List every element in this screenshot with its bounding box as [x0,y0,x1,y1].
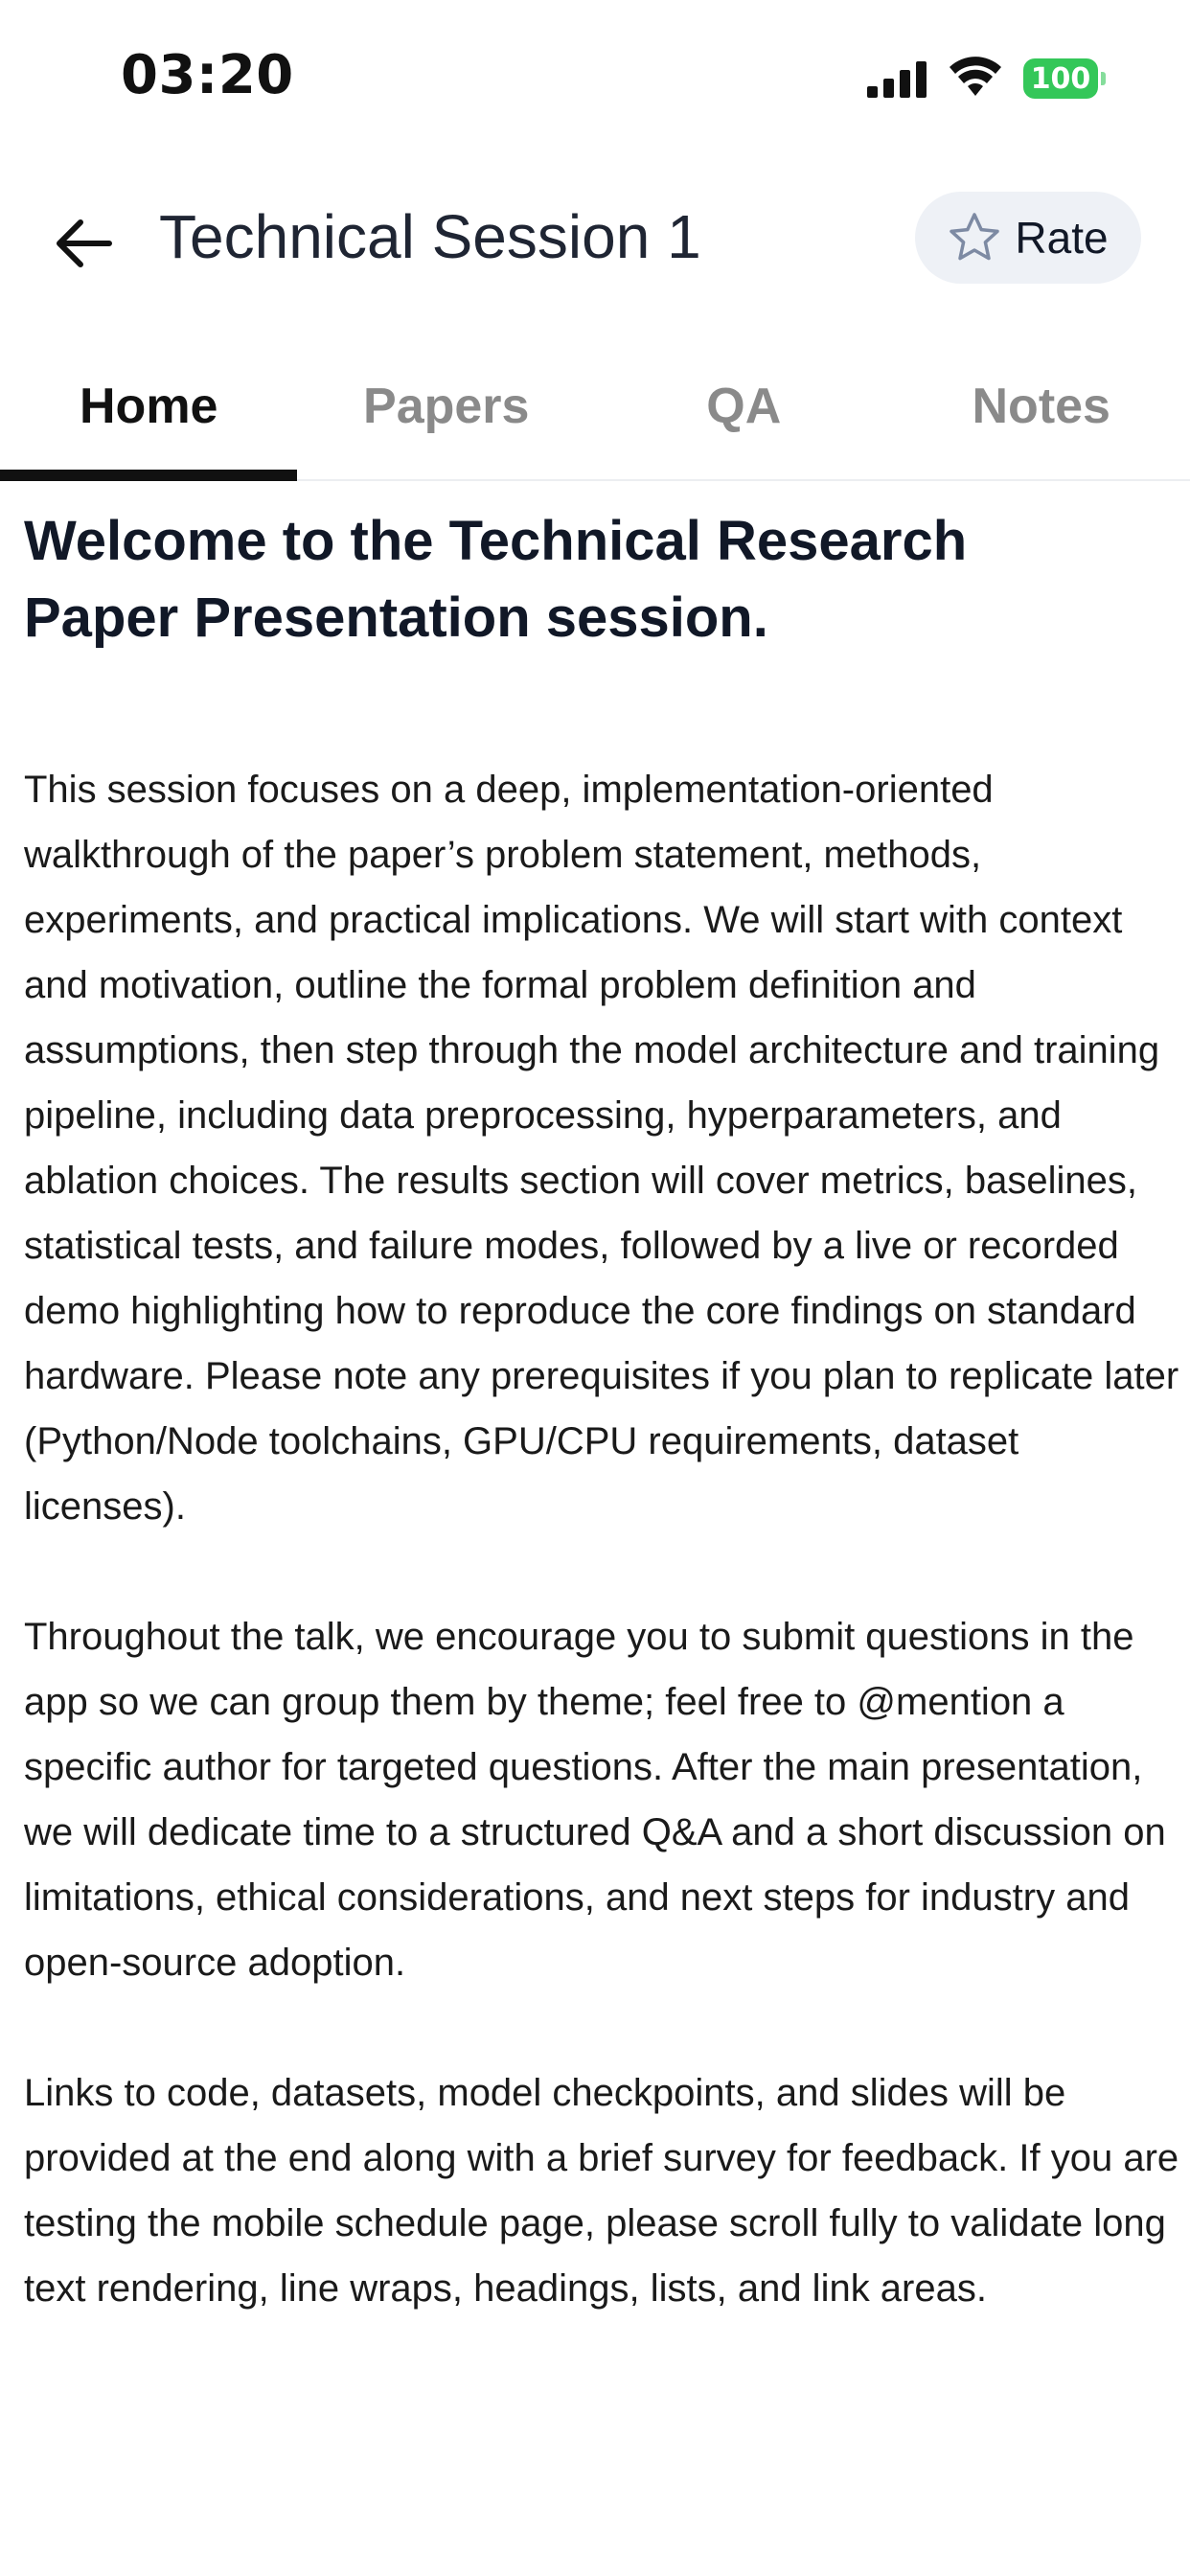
description-paragraph: Links to code, datasets, model checkpoints, and slides will be provided at the end along with a brief survey for feedback. If you are testing the mobile schedule page, please scroll fully to validate long text rendering, line wraps, headings, lists, and link areas. [24,2072,1179,2310]
battery-icon [1023,58,1106,99]
wifi-icon [949,56,1002,98]
star-outline-icon [948,212,1001,264]
tab-notes[interactable] [893,355,1190,479]
tab-home[interactable] [0,355,298,479]
arrow-left-icon [56,218,113,268]
description-paragraph: This session focuses on a deep, implementation-oriented walkthrough of the paper’s problem statement, methods, experiments, and practical implications. We will start with context and motivation, outline the formal problem definition and assumptions, then step through the model architecture and training pipeline, including data preprocessing, hyperparameters, and ablation choices. The results section will cover metrics, baselines, statistical tests, and failure modes, followed by a live or recorded demo highlighting how to reproduce the core findings on standard hardware. Please note any prerequisites if you plan to replicate later (Python/Node toolchains, GPU/CPU requirements, dataset licenses). [24,769,1179,1528]
tab-bar [0,355,1190,481]
tab-label: Notes [972,379,1110,434]
tab-label: Papers [363,379,530,434]
tab-label: Home [80,379,218,434]
back-button[interactable] [48,207,121,280]
page-title: Technical Session 1 [159,202,701,271]
battery-level: 100 [1030,61,1091,96]
status-bar [0,0,1190,158]
tab-papers[interactable] [298,355,596,479]
tab-label: QA [706,379,782,434]
header [0,182,1190,297]
tab-qa[interactable] [595,355,893,479]
description-paragraph: Throughout the talk, we encourage you to submit questions in the app so we can group them by theme; feel free to @mention a specific author for targeted questions. After the main presentation, we will dedicate time to a structured Q&A and a short discussion on limitations, ethical considerations, and next steps for industry and open-source adoption. [24,1616,1166,1984]
rate-button[interactable] [915,192,1141,284]
rate-label: Rate [1015,213,1109,263]
signal-icon [867,59,928,98]
welcome-heading: Welcome to the Technical Research Paper Presentation session. [24,510,968,649]
status-time: 03:20 [121,44,294,106]
active-tab-indicator [0,470,297,481]
session-description [24,503,1179,2321]
